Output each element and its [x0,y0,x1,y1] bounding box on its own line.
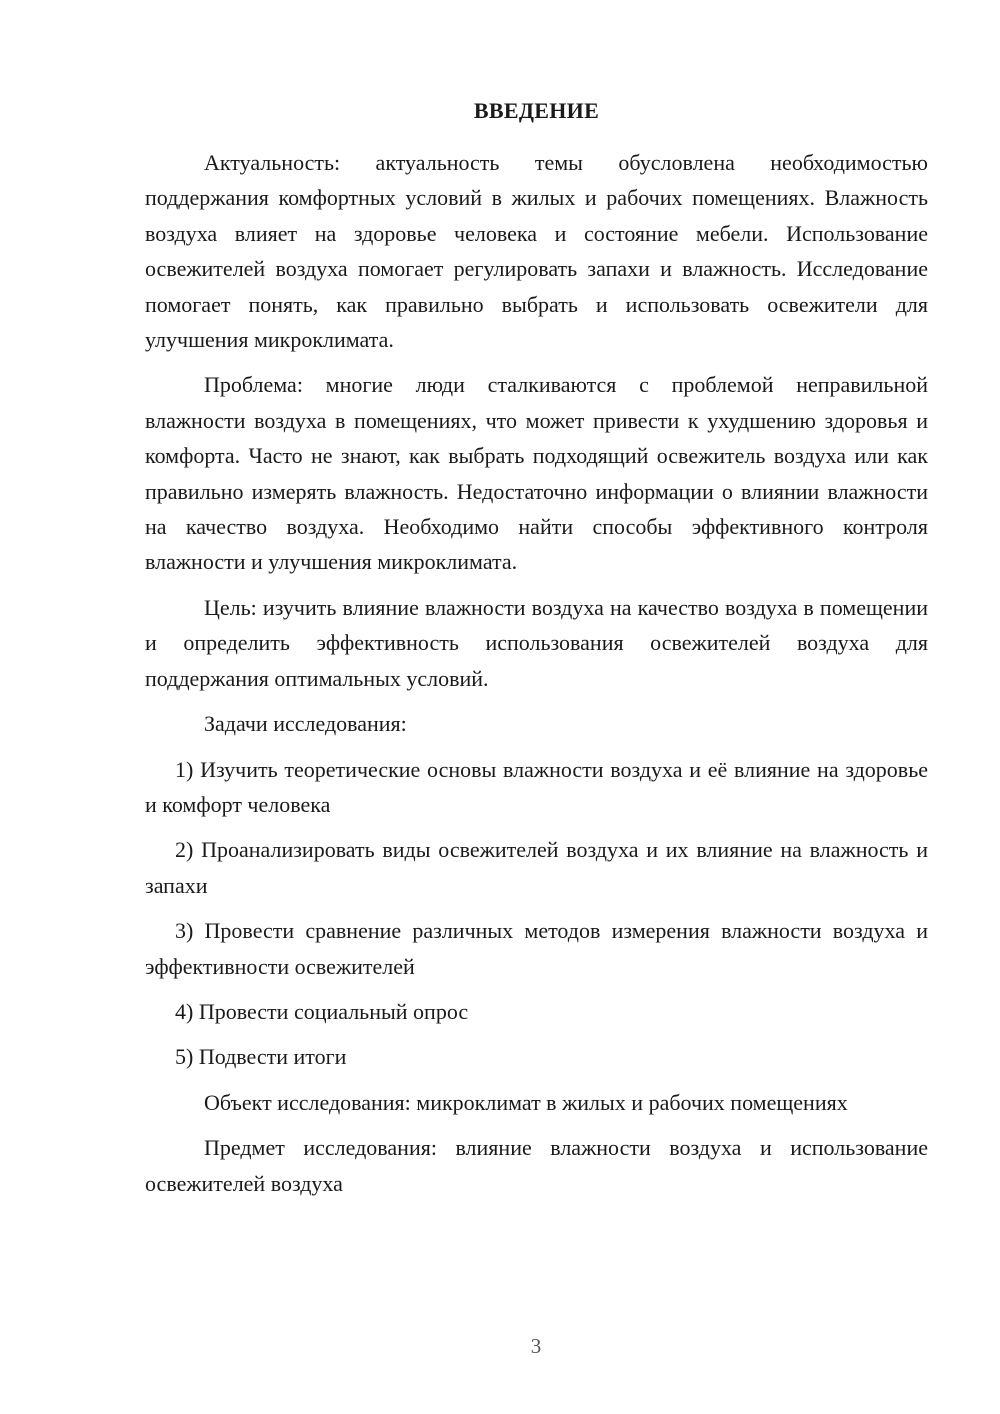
task-item: 5) Подвести итоги [175,1044,347,1070]
research-object-paragraph: Объект исследования: микроклимат в жилых и рабочих помещениях [204,1089,848,1115]
document-title: ВВЕДЕНИЕ [473,98,600,123]
document-page [145,96,928,1211]
relevance-paragraph: Актуальность: актуальность темы обусловлена необходимостью поддержания комфортных условий в жилых и рабочих помещениях. Влажность воздуха влияет на здоровье человека и состояние мебели. Использование освежителей воздуха помогает регулировать запахи и влажность. Исследование помогает понять, как правильно выбрать и использовать освежители для улучшения микроклимата. [145,150,928,353]
task-item: 2) Проанализировать виды освежителей воздуха и их влияние на влажность и запахи [145,837,928,898]
problem-paragraph: Проблема: многие люди сталкиваются с проблемой неправильной влажности воздуха в помещениях, что может привести к ухудшению здоровья и комфорта. Часто не знают, как выбрать подходящий освежитель воздуха или как правильно измерять влажность. Недостаточно информации о влиянии влажности на качество воздуха. Необходимо найти способы эффективного контроля влажности и улучшения микроклимата. [145,372,928,575]
task-item: 1) Изучить теоретические основы влажности воздуха и её влияние на здоровье и комфорт человека [145,756,928,817]
task-item: 4) Провести социальный опрос [175,998,469,1024]
research-subject-paragraph: Предмет исследования: влияние влажности воздуха и использование освежителей воздуха [145,1135,928,1196]
page-number: 3 [530,1334,542,1358]
tasks-heading: Задачи исследования: [204,711,407,737]
task-item: 3) Провести сравнение различных методов измерения влажности воздуха и эффективности освежителей [145,918,928,979]
goal-paragraph: Цель: изучить влияние влажности воздуха на качество воздуха в помещении и определить эффективность использования освежителей воздуха для поддержания оптимальных условий. [145,594,928,691]
